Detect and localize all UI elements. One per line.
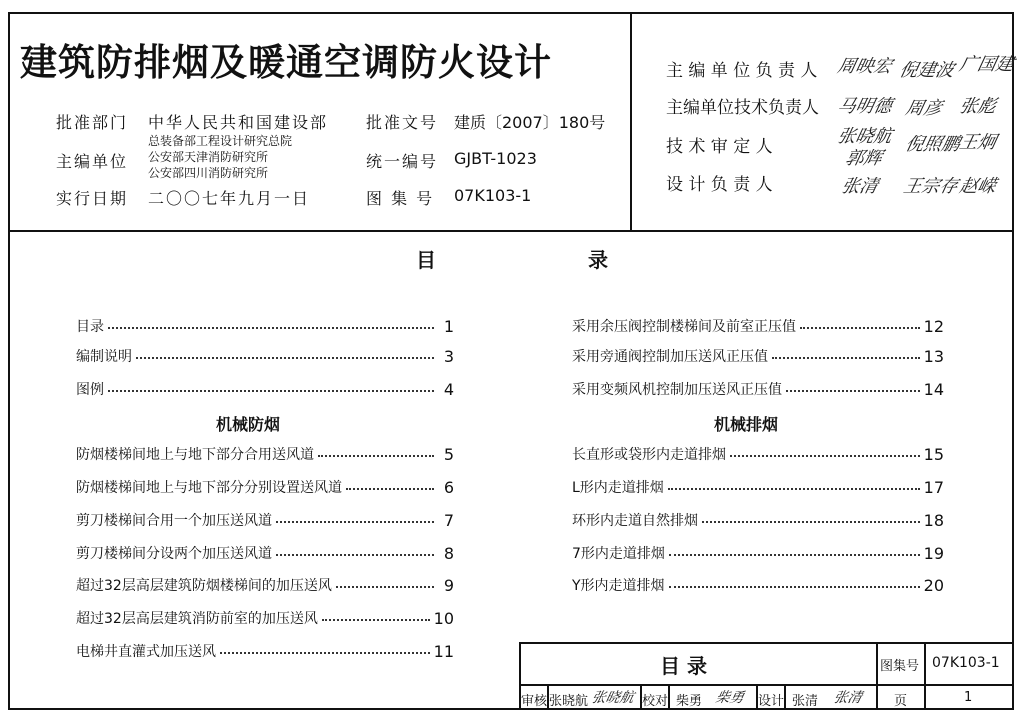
signature: 郭辉 (843, 148, 884, 169)
title-block-top-border (519, 642, 1014, 644)
checker-signature: 柴勇 (714, 690, 746, 706)
chief-unit-1: 总装备部工程设计研究总院 (148, 134, 293, 148)
signature: 倪照鹏 (903, 134, 962, 155)
signature: 周彦 (903, 98, 944, 119)
reviewer: 张晓航 (549, 694, 589, 709)
title-block-divider (668, 684, 670, 710)
approval-doc: 建质〔2007〕180号 (454, 113, 606, 132)
page-value: 1 (964, 690, 973, 705)
approval-doc-label: 批准文号 (366, 113, 439, 132)
atlas-title: 建筑防排烟及暖通空调防火设计 (20, 41, 552, 84)
toc-entry[interactable]: 7形内走道排烟 19 (572, 543, 944, 563)
toc-entry[interactable]: 目录 1 (76, 316, 454, 336)
signature: 倪建波 (897, 60, 956, 81)
signature: 赵嵘 (957, 176, 998, 197)
role-chief-unit-head: 主 编 单 位 负 责 人 (666, 61, 818, 81)
designer-signature: 张清 (832, 690, 864, 706)
toc-entry[interactable]: 采用变频风机控制加压送风正压值 14 (572, 379, 944, 399)
role-tech-reviewer: 技 术 审 定 人 (666, 137, 773, 157)
checker: 柴勇 (676, 694, 703, 709)
design-label: 设计 (758, 694, 785, 709)
toc-entry[interactable]: 采用余压阀控制楼梯间及前室正压值 12 (572, 316, 944, 336)
toc-entry[interactable]: Y形内走道排烟 20 (572, 575, 944, 595)
toc-entry[interactable]: 编制说明 3 (76, 346, 454, 366)
sheet-title: 目 录 (660, 654, 707, 678)
review-label: 审核 (521, 694, 548, 709)
unified-no-label: 统一编号 (366, 152, 439, 171)
unified-no: GJBT-1023 (454, 149, 537, 168)
role-chief-unit-tech-head: 主编单位技术负责人 (666, 98, 819, 118)
check-label: 校对 (642, 694, 669, 709)
toc-entry[interactable]: 防烟楼梯间地上与地下部分分别设置送风道 6 (76, 477, 454, 497)
atlas-no: 07K103-1 (454, 186, 532, 205)
approve-dept: 中华人民共和国建设部 (148, 113, 329, 132)
page-label: 页 (894, 694, 908, 709)
toc-heading-right: 录 (588, 248, 608, 272)
title-block-divider (924, 642, 926, 710)
approve-dept-label: 批准部门 (56, 113, 129, 132)
signature: 王炯 (957, 132, 998, 153)
title-block-mid-border (519, 684, 1014, 686)
toc-entry[interactable]: 环形内走道自然排烟 18 (572, 510, 944, 530)
impl-date: 二〇〇七年九月一日 (148, 189, 311, 208)
title-block-divider (876, 642, 878, 710)
chief-unit-2: 公安部天津消防研究所 (148, 150, 269, 164)
toc-entry[interactable]: 防烟楼梯间地上与地下部分合用送风道 5 (76, 444, 454, 464)
toc-entry[interactable]: 电梯井直灌式加压送风 11 (76, 641, 454, 661)
atlas-no-label: 图 集 号 (366, 189, 435, 208)
title-block-divider (784, 684, 786, 710)
atlas-value: 07K103-1 (932, 655, 1000, 671)
signature: 马明德 (835, 96, 894, 117)
toc-entry[interactable]: 剪刀楼梯间合用一个加压送风道 7 (76, 510, 454, 530)
signature: 张晓航 (835, 126, 894, 147)
toc-entry[interactable]: L形内走道排烟 17 (572, 477, 944, 497)
toc-heading-left: 目 (416, 248, 436, 272)
toc-entry[interactable]: 超过32层高层建筑消防前室的加压送风 10 (76, 608, 454, 628)
signature: 广国建 (957, 54, 1016, 75)
impl-date-label: 实行日期 (56, 189, 129, 208)
toc-section-mechanical-smoke-prevention: 机械防烟 (216, 415, 281, 434)
reviewer-signature: 张晓航 (590, 690, 636, 706)
toc-entry[interactable]: 剪刀楼梯间分设两个加压送风道 8 (76, 543, 454, 563)
toc-entry[interactable]: 超过32层高层建筑防烟楼梯间的加压送风 9 (76, 575, 454, 595)
toc-entry[interactable]: 采用旁通阀控制加压送风正压值 13 (572, 346, 944, 366)
toc-entry[interactable]: 图例 4 (76, 379, 454, 399)
toc-section-mechanical-smoke-exhaust: 机械排烟 (714, 415, 779, 434)
signature: 周映宏 (835, 56, 894, 77)
atlas-label: 图集号 (880, 659, 920, 674)
signature: 张清 (839, 176, 880, 197)
role-design-lead: 设 计 负 责 人 (666, 175, 773, 195)
header-vertical-divider (630, 12, 632, 231)
signature: 王宗存 (901, 176, 960, 197)
chief-unit-3: 公安部四川消防研究所 (148, 166, 269, 180)
toc-entry[interactable]: 长直形或袋形内走道排烟 15 (572, 444, 944, 464)
signature: 张彪 (957, 96, 998, 117)
designer: 张清 (792, 694, 819, 709)
header-divider (8, 230, 1014, 232)
chief-unit-label: 主编单位 (56, 152, 129, 171)
